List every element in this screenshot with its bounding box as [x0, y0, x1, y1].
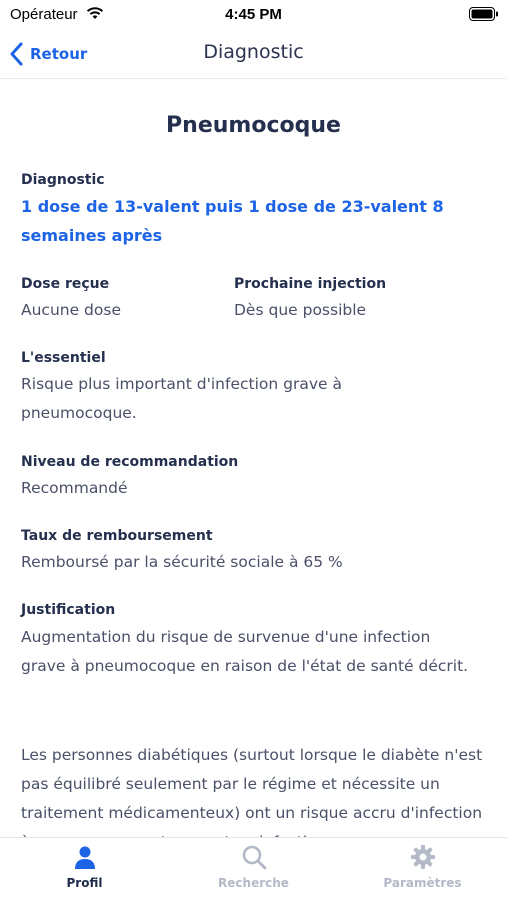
justification-detail: Les personnes diabétiques (surtout lorsque le diabète n'est pas équilibré seulement par le régime et nécessite un traitement médicamenteux) ont un risque accru d'infection: [21, 746, 483, 822]
justification-label: Justification: [21, 602, 116, 618]
tab-label: Recherche: [218, 876, 289, 890]
navigation-bar: [0, 30, 507, 79]
dose-received-label: Dose reçue: [21, 276, 110, 292]
reimbursement-value: Remboursé par la sécurité sociale à 65 %: [21, 553, 343, 571]
next-injection-value: Dès que possible: [234, 301, 367, 319]
dose-received-value: Aucune dose: [21, 301, 121, 319]
page-title: Pneumocoque: [166, 113, 341, 138]
tab-label: Paramètres: [383, 876, 462, 890]
recommendation-level-label: Niveau de recommandation: [21, 454, 239, 470]
tab-profil[interactable]: [0, 844, 169, 890]
tab-recherche[interactable]: [169, 844, 338, 890]
essentiel-value: Risque plus important d'infection grave à pneumocoque.: [21, 375, 342, 422]
tab-parametres[interactable]: [338, 844, 507, 890]
tab-label: Profil: [66, 876, 103, 890]
diagnostic-label: Diagnostic: [21, 172, 105, 188]
recommendation-level-value: Recommandé: [21, 479, 128, 497]
search-icon: [241, 844, 267, 870]
diagnostic-detail[interactable]: [0, 79, 507, 838]
carrier-label: Opérateur: [10, 6, 78, 23]
status-bar: [0, 0, 507, 30]
back-label: Retour: [30, 45, 88, 63]
next-injection-label: Prochaine injection: [234, 276, 387, 292]
tab-bar: [0, 837, 507, 900]
nav-title: Diagnostic: [203, 41, 304, 63]
person-icon: [72, 844, 98, 870]
justification-value: Augmentation du risque de survenue d'une infection grave à pneumocoque en raison de l'état de santé décrit.: [21, 628, 469, 675]
gear-icon: [410, 844, 436, 870]
reimbursement-label: Taux de remboursement: [21, 528, 213, 544]
diagnostic-value: 1 dose de 13-valent puis 1 dose de 23-valent 8 semaines après: [21, 197, 444, 245]
battery-icon: [469, 7, 499, 25]
essentiel-label: L'essentiel: [21, 350, 106, 366]
clock: 4:45 PM: [225, 6, 282, 23]
